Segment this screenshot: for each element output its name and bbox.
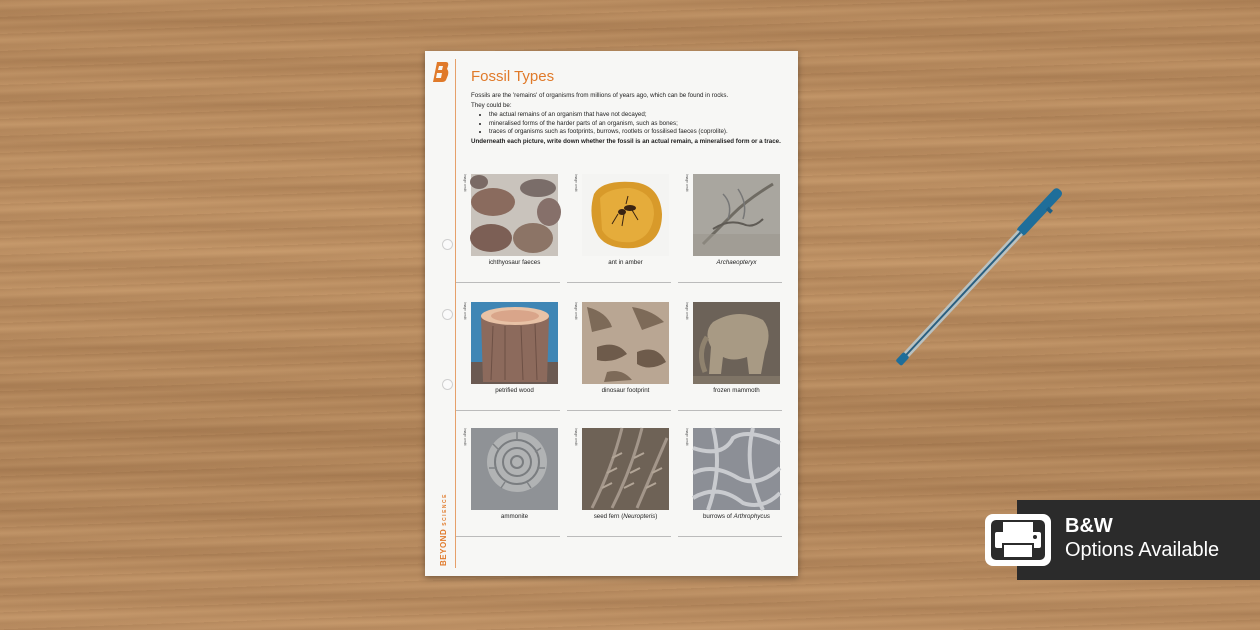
dinosaur-footprint-photo xyxy=(582,302,669,384)
bullet-list xyxy=(471,111,791,137)
fossil-caption xyxy=(693,513,780,520)
fossil-cell xyxy=(456,428,560,538)
caption-italic: Arthrophycus xyxy=(733,513,771,520)
seed-fern-photo xyxy=(582,428,669,510)
answer-line xyxy=(567,282,671,283)
image-credit: Image credit xyxy=(463,174,467,192)
caption-italic: Neuropteris xyxy=(623,513,656,520)
punch-hole xyxy=(442,379,453,390)
fossil-caption: ichthyosaur faeces xyxy=(488,259,541,266)
brand-wordmark xyxy=(434,416,448,566)
instruction-text: Underneath each picture, write down whether the fossil is an actual remain, a mineralised form or a trace. xyxy=(471,137,781,145)
ant-in-amber-photo xyxy=(582,174,669,256)
intro-line: Fossils are the 'remains' of organisms from millions of years ago, which can be found in rocks. xyxy=(471,92,729,99)
image-credit: Image credit xyxy=(574,174,578,192)
intro-line: They could be: xyxy=(471,101,512,109)
frozen-mammoth-photo xyxy=(693,302,780,384)
brand-sub: SCIENCE xyxy=(442,493,448,526)
bullet-item: • mineralised forms of the harder parts of an organism, such as bones; xyxy=(489,120,791,129)
petrified-wood-photo xyxy=(471,302,558,384)
image-credit: Image credit xyxy=(685,428,689,446)
worksheet-page xyxy=(425,51,798,576)
arthrophycus-burrows-photo xyxy=(693,428,780,510)
punch-hole xyxy=(442,309,453,320)
page-title: Fossil Types xyxy=(471,68,555,85)
image-credit: Image credit xyxy=(685,302,689,320)
fossil-cell xyxy=(678,302,782,412)
punch-hole xyxy=(442,239,453,250)
brand-logo-icon xyxy=(432,61,450,83)
caption-text: burrows of xyxy=(702,513,734,520)
caption-italic: Archaeopteryx xyxy=(716,259,757,266)
fossil-caption: frozen mammoth xyxy=(713,387,760,394)
image-credit: Image credit xyxy=(574,302,578,320)
fossil-caption xyxy=(693,259,780,266)
answer-line xyxy=(567,536,671,537)
fossil-cell xyxy=(456,174,560,284)
ammonite-photo xyxy=(471,428,558,510)
archaeopteryx-photo xyxy=(693,174,780,256)
fossil-caption: petrified wood xyxy=(495,387,534,394)
fossil-caption xyxy=(582,513,669,520)
answer-line xyxy=(456,282,560,283)
ichthyosaur-faeces-photo xyxy=(471,174,558,256)
caption-suffix: ) xyxy=(655,513,658,520)
image-credit: Image credit xyxy=(685,174,689,192)
answer-line xyxy=(678,282,782,283)
answer-line xyxy=(456,410,560,411)
answer-line xyxy=(678,410,782,411)
bullet-item: • the actual remains of an organism that have not decayed; xyxy=(489,111,791,120)
fossil-caption: ammonite xyxy=(500,513,529,520)
bw-options-banner[interactable] xyxy=(1017,500,1260,580)
bullet-item: • traces of organisms such as footprints, burrows, rootlets or fossilised faeces (coprolite). xyxy=(489,128,791,137)
fossil-cell xyxy=(678,428,782,538)
fossil-cell xyxy=(456,302,560,412)
intro-text xyxy=(471,92,791,148)
fossil-cell xyxy=(567,428,671,538)
answer-line xyxy=(567,410,671,411)
fossil-cell xyxy=(678,174,782,284)
banner-subtitle: Options Available xyxy=(1065,539,1220,561)
image-credit: Image credit xyxy=(463,428,467,446)
image-credit: Image credit xyxy=(463,302,467,320)
banner-title: B&W xyxy=(1065,515,1113,537)
answer-line xyxy=(456,536,560,537)
fossil-caption: dinosaur footprint xyxy=(601,387,650,394)
caption-text: seed fern ( xyxy=(593,513,624,520)
fossil-cell xyxy=(567,174,671,284)
fossil-cell xyxy=(567,302,671,412)
answer-line xyxy=(678,536,782,537)
image-credit: Image credit xyxy=(574,428,578,446)
fossil-caption: ant in amber xyxy=(608,259,643,266)
printer-icon xyxy=(981,510,1055,570)
brand-name: BEYOND xyxy=(439,528,448,566)
